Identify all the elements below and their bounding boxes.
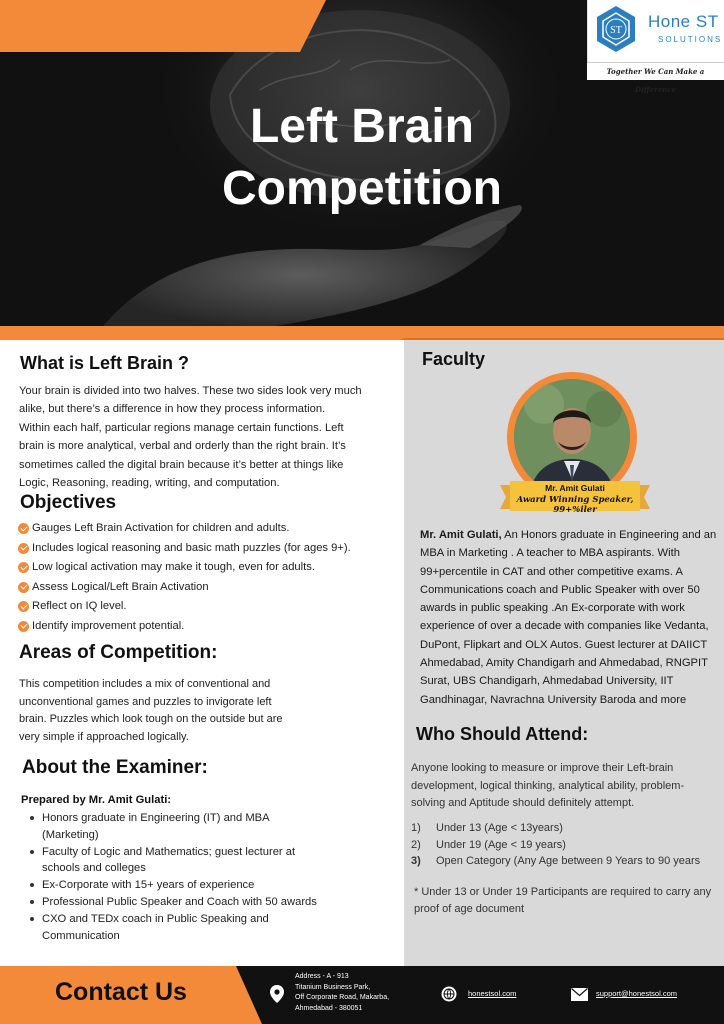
logo-hexagon-icon bbox=[594, 4, 638, 54]
what-line: sometimes called the digital brain because it’s better at things like bbox=[19, 458, 344, 471]
what-line: Within each half, particular regions manage certain functions. Left bbox=[19, 421, 344, 434]
check-circle-icon bbox=[18, 523, 29, 534]
objectives-heading: Objectives bbox=[20, 492, 117, 513]
email-link[interactable]: support@honestsol.com bbox=[596, 989, 677, 998]
check-circle-icon bbox=[18, 543, 29, 554]
check-circle-icon bbox=[18, 582, 29, 593]
attend-paragraph: Anyone looking to measure or improve their Left-brain development, logical thinking, analytical ability, problem-solving and Aptitude should definitely attempt. bbox=[411, 762, 685, 810]
hero-orange-accent bbox=[0, 0, 330, 60]
objectives-list bbox=[18, 519, 398, 637]
what-line: brain is more analytical, verbal and orderly than the right brain. It’s bbox=[19, 440, 346, 453]
objective-item: Includes logical reasoning and basic math puzzles (for ages 9+). bbox=[18, 539, 398, 559]
faculty-photo bbox=[514, 379, 630, 495]
check-circle-icon bbox=[18, 562, 29, 573]
areas-line: very simple if approached logically. bbox=[19, 730, 189, 743]
areas-line: This competition includes a mix of conventional and bbox=[19, 678, 271, 690]
ribbon-title: Award Winning Speaker, 99+%iler bbox=[516, 495, 634, 515]
what-line: Your brain is divided into two halves. These two sides look very much bbox=[19, 385, 362, 397]
website-icon bbox=[441, 986, 457, 1002]
logo-badge-text: ST bbox=[610, 25, 622, 36]
check-circle-icon bbox=[18, 601, 29, 612]
category-item: 2) Under 19 (Age < 19 years) bbox=[411, 838, 566, 851]
category-item: 3) Open Category (Any Age between 9 Years to 90 years bbox=[411, 855, 701, 868]
areas-paragraph bbox=[19, 676, 319, 746]
address-line: Ahmedabad - 380051 bbox=[295, 1004, 363, 1012]
hero-title-line1: Left Brain bbox=[249, 100, 474, 153]
location-pin-icon bbox=[270, 985, 284, 1003]
examiner-item: Ex-Corporate with 15+ years of experience bbox=[28, 877, 318, 894]
examiner-prepared-by: Prepared by Mr. Amit Gulati: bbox=[21, 794, 172, 806]
address-line: Off Corporate Road, Makarba, bbox=[295, 994, 390, 1001]
logo-sub: SOLUTIONS bbox=[658, 35, 723, 44]
areas-line: brain. Puzzles which look tough on the outside but are bbox=[19, 713, 283, 726]
hero-title-line2: Competition bbox=[222, 162, 502, 215]
category-list bbox=[411, 820, 721, 870]
address-line: Titanium Business Park, bbox=[295, 983, 371, 991]
email-icon bbox=[571, 988, 588, 1001]
objective-item: Low logical activation may make it tough, even for adults. bbox=[18, 558, 398, 578]
footer bbox=[0, 966, 724, 1024]
ribbon-name: Mr. Amit Gulati bbox=[545, 483, 605, 493]
examiner-item: Faculty of Logic and Mathematics; guest lecturer at schools and colleges bbox=[28, 844, 318, 877]
address-line: Address - A - 913 bbox=[295, 973, 349, 980]
faculty-bio bbox=[420, 526, 718, 709]
areas-heading: Areas of Competition: bbox=[19, 642, 218, 663]
areas-line: unconventional games and puzzles to invigorate left bbox=[19, 695, 272, 708]
category-item: 1) Under 13 (Age < 13years) bbox=[411, 822, 563, 834]
check-circle-icon bbox=[18, 621, 29, 632]
contact-title: Contact Us bbox=[55, 978, 187, 1006]
logo-tagline: Together We Can Make a Difference bbox=[587, 62, 724, 80]
orange-divider-stripe bbox=[0, 326, 724, 340]
website-link[interactable]: honestsol.com bbox=[468, 989, 517, 998]
attend-heading: Who Should Attend: bbox=[416, 724, 589, 744]
examiner-item: Honors graduate in Engineering (IT) and MBA (Marketing) bbox=[28, 810, 318, 843]
person-portrait-icon bbox=[514, 379, 630, 495]
what-line: alike, but there’s a difference in how they process information. bbox=[19, 403, 326, 416]
faculty-bio-text: An Honors graduate in Engineering and an MBA in Marketing . A teacher to MBA aspirants. With 99+percentile in CAT and other competitive exams. A Communications coach and Public Speaker with over 50 awards in public speaking .An Ex-corporate with work experience of over a decade with companies like Vedanta, DuPont, Flipkart and OLX Autos. Guest lecturer at DAIICT Ahmedabad, Amity Chandigarh and Ahmedabad, RNGPIT Surat, UBS Chandigarh, Ahmedabad University, IIT Gandhinagar, Navrachna University Baroda and more bbox=[420, 529, 717, 706]
what-paragraph bbox=[19, 382, 399, 492]
faculty-heading: Faculty bbox=[422, 349, 486, 369]
age-note: * Under 13 or Under 19 Participants are required to carry any proof of age document bbox=[414, 886, 712, 916]
address bbox=[295, 972, 425, 1014]
examiner-heading: About the Examiner: bbox=[22, 757, 208, 778]
examiner-item: CXO and TEDx coach in Public Speaking and Communication bbox=[28, 911, 318, 944]
what-heading: What is Left Brain ? bbox=[20, 353, 190, 373]
examiner-list bbox=[28, 810, 318, 945]
objective-item: Assess Logical/Left Brain Activation bbox=[18, 578, 398, 598]
logo-name: Hone ST bbox=[648, 12, 719, 31]
faculty-bio-name: Mr. Amit Gulati, bbox=[420, 529, 502, 541]
what-line: Logic, Reasoning, reading, writing, and computation. bbox=[19, 477, 280, 490]
examiner-item: Professional Public Speaker and Coach with 50 awards bbox=[28, 894, 318, 911]
objective-item: Identify improvement potential. bbox=[18, 617, 398, 637]
objective-item: Gauges Left Brain Activation for children and adults. bbox=[18, 519, 398, 539]
hero-title bbox=[0, 96, 724, 220]
objective-item: Reflect on IQ level. bbox=[18, 597, 398, 617]
